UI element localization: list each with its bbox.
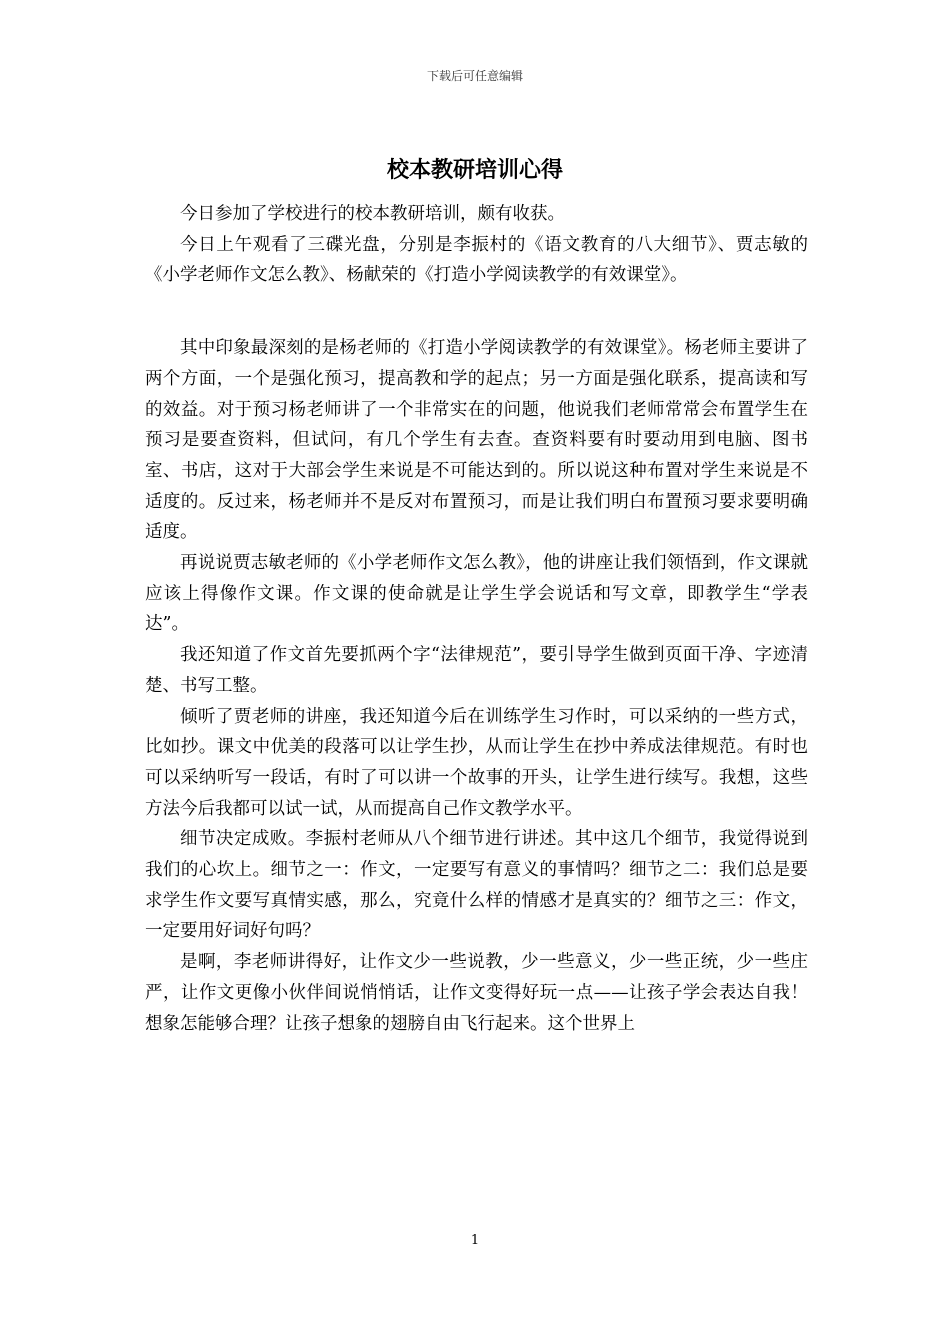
page-number: 1 [470,1233,480,1248]
paragraph-8: 是啊，李老师讲得好，让作文少一些说教，少一些意义，少一些正统，少一些庄严，让作文更像小伙伴间说悄悄话，让作文变得好玩一点——让孩子学会表达自我！想象怎能够合理？让孩子想象的翅膀自由飞行起来。这个世界上 [145,952,808,1034]
paragraph-4: 再说说贾志敏老师的《小学老师作文怎么教》，他的讲座让我们领悟到，作文课就应该上得像作文课。作文课的使命就是让学生学会说话和写文章，即教学生“学表达”。 [145,553,808,635]
document-title: 校本教研培训心得 [386,158,563,183]
paragraph-7: 细节决定成败。李振村老师从八个细节进行讲述。其中这几个细节，我觉得说到我们的心坎上。细节之一：作文，一定要写有意义的事情吗？细节之二：我们总是要求学生作文要写真情实感，那么，究竟什么样的情感才是真实的？细节之三：作文，一定要用好词好句吗？ [145,829,808,942]
document-body [145,199,808,1039]
paragraph-1: 今日参加了学校进行的校本教研培训，颇有收获。 [180,204,565,224]
paragraph-5: 我还知道了作文首先要抓两个字“法律规范”，要引导学生做到页面干净、字迹清楚、书写工整。 [145,645,808,696]
paragraph-6: 倾听了贾老师的讲座，我还知道今后在训练学生习作时，可以采纳的一些方式，比如抄。课文中优美的段落可以让学生抄，从而让学生在抄中养成法律规范。有时也可以采纳听写一段话，有时了可以讲一个故事的开头，让学生进行续写。我想，这些方法今后我都可以试一试，从而提高自己作文教学水平。 [145,706,808,819]
paragraph-3: 其中印象最深刻的是杨老师的《打造小学阅读教学的有效课堂》。杨老师主要讲了两个方面，一个是强化预习，提高教和学的起点；另一方面是强化联系，提高读和写的效益。对于预习杨老师讲了一个非常实在的问题，他说我们老师常常会布置学生在预习是要查资料，但试问，有几个学生有去查。查资料要有时要动用到电脑、图书室、书店，这对于大部会学生来说是不可能达到的。所以说这种布置对学生来说是不适度的。反过来，杨老师并不是反对布置预习，而是让我们明白布置预习要求要明确适度。 [145,338,808,543]
page-header: 下载后可任意编辑 [426,69,523,83]
paragraph-2: 今日上午观看了三碟光盘，分别是李振村的《语文教育的八大细节》、贾志敏的《小学老师作文怎么教》、杨献荣的《打造小学阅读教学的有效课堂》。 [145,234,808,286]
